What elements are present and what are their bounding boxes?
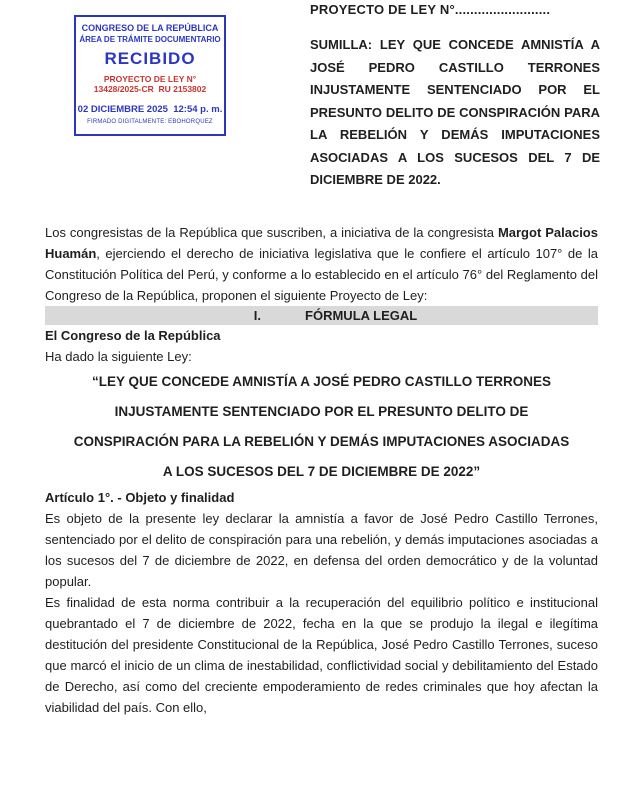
stamp-project-number: 13428/2025-CR RU 2153802 bbox=[93, 84, 207, 95]
law-given-line: Ha dado la siguiente Ley: bbox=[45, 349, 192, 364]
header-block bbox=[310, 2, 600, 192]
stamp-org-line: CONGRESO DE LA REPÚBLICA bbox=[81, 23, 219, 33]
stamp-signed-line: FIRMADO DIGITALMENTE: EBOHORQUEZ bbox=[87, 118, 213, 125]
formula-heading-label: FÓRMULA LEGAL bbox=[305, 308, 418, 323]
intro-text-after: , ejerciendo el derecho de iniciativa legislativa que le confiere el artículo 107° de la Constitución Política del Perú, y conforme a lo establecido en el artículo 76° del Reglamento del Congreso de la República, proponen el siguiente Proyecto de Ley: bbox=[45, 246, 598, 303]
sumilla-text: SUMILLA: LEY QUE CONCEDE AMNISTÍA A JOSÉ PEDRO CASTILLO TERRONES INJUSTAMENTE SENTENCIADO POR EL PRESUNTO DELITO DE CONSPIRACIÓN PARA LA REBELIÓN Y DEMÁS IMPUTACIONES ASOCIADAS A LOS SUCESOS DEL 7 DE DICIEMBRE DE 2022. bbox=[310, 37, 600, 187]
intro-text-before: Los congresistas de la República que suscriben, a iniciativa de la congresista bbox=[45, 225, 498, 240]
stamp-area-line: ÁREA DE TRÁMITE DOCUMENTARIO bbox=[79, 35, 221, 45]
article1-heading: Artículo 1°. - Objeto y finalidad bbox=[45, 490, 235, 505]
stamp-received-label: RECIBIDO bbox=[104, 49, 196, 69]
intro-paragraph bbox=[45, 222, 598, 306]
document-body bbox=[45, 222, 598, 718]
received-stamp bbox=[74, 15, 226, 136]
article1-paragraph-1: Es objeto de la presente ley declarar la amnistía a favor de José Pedro Castillo Terrones, sentenciado por el delito de conspiración para una rebelión, y demás imputaciones asociadas a los sucesos del 7 de diciembre de 2022, en defensa del orden democrático y de la voluntad popular. bbox=[45, 511, 598, 589]
congress-line: El Congreso de la República bbox=[45, 328, 221, 343]
article1-paragraph-2: Es finalidad de esta norma contribuir a la recuperación del equilibrio político e institucional quebrantado el 7 de diciembre de 2022, fecha en la que se produjo la ilegal e ilegítima destitución del presidente Constitucional de la República, José Pedro Castillo Terrones, suceso que marcó el inicio de un clima de inestabilidad, conflictividad social y debilitamiento del Estado de Derecho, así como del creciente empoderamiento de redes criminales que hoy afectan la viabilidad del país. Con ello, bbox=[45, 595, 598, 715]
stamp-project-label: PROYECTO DE LEY N° bbox=[103, 73, 197, 84]
formula-legal-heading bbox=[45, 306, 598, 325]
project-number-line: PROYECTO DE LEY N°......................... bbox=[310, 2, 551, 17]
formula-heading-number: I. bbox=[253, 308, 262, 323]
congresswoman-name: Margot Palacios Huamán bbox=[45, 225, 598, 261]
law-title: “LEY QUE CONCEDE AMNISTÍA A JOSÉ PEDRO CASTILLO TERRONES INJUSTAMENTE SENTENCIADO POR EL PRESUNTO DELITO DE CONSPIRACIÓN PARA LA REBELIÓN Y DEMÁS IMPUTACIONES ASOCIADAS A LOS SUCESOS DEL 7 DE DICIEMBRE DE 2022” bbox=[73, 374, 570, 479]
stamp-datetime: 02 DICIEMBRE 2025 12:54 p. m. bbox=[77, 103, 223, 115]
